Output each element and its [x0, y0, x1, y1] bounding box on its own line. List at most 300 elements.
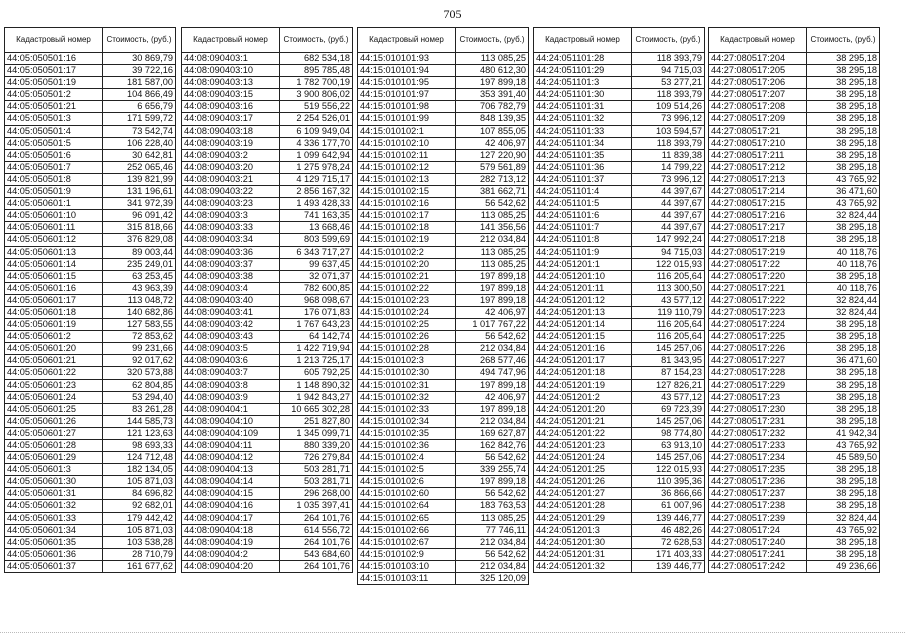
table-row	[534, 294, 705, 306]
table-row	[709, 379, 880, 391]
cost-cell: 38 295,18	[807, 234, 880, 246]
table-row	[534, 198, 705, 210]
cadastral-table-4	[533, 27, 705, 573]
table-row	[182, 355, 353, 367]
table-row	[182, 173, 353, 185]
cost-cell: 43 765,92	[807, 440, 880, 452]
table-row	[709, 560, 880, 572]
table-row	[709, 512, 880, 524]
cost-cell: 169 627,87	[456, 427, 529, 439]
cadastral-number-cell: 44:15:010103:11	[358, 573, 456, 585]
cadastral-number-cell: 44:05:050501:5	[5, 137, 103, 149]
cadastral-number-cell: 44:05:050501:17	[5, 65, 103, 77]
cadastral-number-cell: 44:05:050501:19	[5, 77, 103, 89]
cadastral-number-cell: 44:15:010102:6	[358, 476, 456, 488]
table-row	[5, 113, 176, 125]
table-row	[709, 427, 880, 439]
cost-cell: 105 871,03	[103, 476, 176, 488]
cadastral-number-cell: 44:15:010102:34	[358, 415, 456, 427]
cost-cell: 179 442,42	[103, 512, 176, 524]
cadastral-number-cell: 44:24:051201:24	[534, 452, 632, 464]
table-row	[5, 270, 176, 282]
table-row	[182, 101, 353, 113]
cadastral-number-cell: 44:05:050601:29	[5, 452, 103, 464]
table-row	[182, 210, 353, 222]
cost-cell: 38 295,18	[807, 65, 880, 77]
cost-cell: 122 015,93	[632, 258, 705, 270]
cost-cell: 13 668,46	[280, 222, 353, 234]
cost-cell: 38 295,18	[807, 391, 880, 403]
cadastral-number-cell: 44:27:080517:219	[709, 246, 807, 258]
cadastral-number-cell: 44:08:090403:4	[182, 282, 280, 294]
cadastral-number-cell: 44:27:080517:240	[709, 536, 807, 548]
cadastral-number-cell: 44:08:090403:9	[182, 391, 280, 403]
cadastral-number-cell: 44:05:050601:13	[5, 246, 103, 258]
cadastral-number-cell: 44:24:051101:30	[534, 89, 632, 101]
cost-cell: 38 295,18	[807, 53, 880, 65]
cost-cell: 251 827,80	[280, 415, 353, 427]
cadastral-number-cell: 44:08:090403:18	[182, 125, 280, 137]
cost-cell: 494 747,96	[456, 367, 529, 379]
cost-cell: 503 281,71	[280, 464, 353, 476]
cost-cell: 38 295,18	[807, 222, 880, 234]
table-row	[534, 427, 705, 439]
cadastral-number-cell: 44:15:010101:95	[358, 77, 456, 89]
cadastral-number-cell: 44:05:050601:17	[5, 294, 103, 306]
cost-cell: 32 071,37	[280, 270, 353, 282]
table-row	[709, 149, 880, 161]
cost-cell: 121 123,63	[103, 427, 176, 439]
table-row	[709, 367, 880, 379]
cost-cell: 376 829,08	[103, 234, 176, 246]
cost-cell: 127 220,90	[456, 149, 529, 161]
cadastral-number-cell: 44:15:010102:11	[358, 149, 456, 161]
cost-cell: 2 856 167,32	[280, 186, 353, 198]
table-row	[358, 476, 529, 488]
cost-cell: 381 662,71	[456, 186, 529, 198]
table-row	[358, 113, 529, 125]
cost-cell: 38 295,18	[807, 331, 880, 343]
table-row	[5, 101, 176, 113]
cadastral-number-cell: 44:27:080517:235	[709, 464, 807, 476]
cadastral-number-cell: 44:15:010102:64	[358, 500, 456, 512]
table-row	[534, 476, 705, 488]
cadastral-number-cell: 44:27:080517:239	[709, 512, 807, 524]
cadastral-number-cell: 44:05:050601:33	[5, 512, 103, 524]
cost-cell: 325 120,09	[456, 573, 529, 585]
table-row	[709, 536, 880, 548]
cost-cell: 56 542,62	[456, 198, 529, 210]
cost-cell: 6 656,79	[103, 101, 176, 113]
cost-cell: 36 471,60	[807, 355, 880, 367]
table-row	[358, 379, 529, 391]
table-row	[358, 573, 529, 585]
cost-cell: 141 356,56	[456, 222, 529, 234]
cost-cell: 113 085,25	[456, 512, 529, 524]
cost-cell: 1 767 643,23	[280, 319, 353, 331]
cost-cell: 296 268,00	[280, 488, 353, 500]
cadastral-number-cell: 44:24:051101:33	[534, 125, 632, 137]
cadastral-number-cell: 44:05:050501:4	[5, 125, 103, 137]
cost-cell: 1 493 428,33	[280, 198, 353, 210]
cadastral-number-cell: 44:24:051101:35	[534, 149, 632, 161]
cost-cell: 145 257,06	[632, 415, 705, 427]
cadastral-number-cell: 44:24:051201:1	[534, 258, 632, 270]
cadastral-number-cell: 44:05:050601:3	[5, 464, 103, 476]
table-row	[182, 161, 353, 173]
cadastral-number-cell: 44:15:010101:93	[358, 53, 456, 65]
cadastral-number-cell: 44:05:050601:19	[5, 319, 103, 331]
cost-cell: 212 034,84	[456, 415, 529, 427]
cadastral-number-cell: 44:15:010102:17	[358, 210, 456, 222]
header-cadastral-number: Кадастровый номер	[358, 28, 456, 53]
header-cost: Стоимость, (руб.)	[456, 28, 529, 53]
cadastral-number-cell: 44:27:080517:209	[709, 113, 807, 125]
cadastral-number-cell: 44:27:080517:214	[709, 186, 807, 198]
cadastral-number-cell: 44:24:051101:4	[534, 186, 632, 198]
table-row	[358, 306, 529, 318]
table-row	[358, 343, 529, 355]
cadastral-number-cell: 44:24:051201:17	[534, 355, 632, 367]
header-cost: Стоимость, (руб.)	[807, 28, 880, 53]
cadastral-number-cell: 44:08:090403:41	[182, 306, 280, 318]
table-row	[182, 391, 353, 403]
cost-cell: 212 034,84	[456, 234, 529, 246]
table-row	[182, 500, 353, 512]
cadastral-number-cell: 44:08:090403:34	[182, 234, 280, 246]
cadastral-number-cell: 44:27:080517:232	[709, 427, 807, 439]
cadastral-number-cell: 44:15:010102:15	[358, 186, 456, 198]
cadastral-number-cell: 44:05:050601:25	[5, 403, 103, 415]
cadastral-number-cell: 44:15:010102:19	[358, 234, 456, 246]
table-row	[358, 137, 529, 149]
cost-cell: 268 577,46	[456, 355, 529, 367]
cadastral-number-cell: 44:15:010102:30	[358, 367, 456, 379]
cost-cell: 103 538,28	[103, 536, 176, 548]
cadastral-number-cell: 44:27:080517:227	[709, 355, 807, 367]
cadastral-number-cell: 44:27:080517:226	[709, 343, 807, 355]
cost-cell: 44 397,67	[632, 186, 705, 198]
cost-cell: 56 542,62	[456, 331, 529, 343]
cadastral-number-cell: 44:15:010102:5	[358, 464, 456, 476]
table-row	[5, 319, 176, 331]
cadastral-number-cell: 44:08:090404:14	[182, 476, 280, 488]
table-row	[709, 173, 880, 185]
cadastral-number-cell: 44:08:090403:33	[182, 222, 280, 234]
cost-cell: 43 577,12	[632, 294, 705, 306]
cost-cell: 40 118,76	[807, 258, 880, 270]
cadastral-number-cell: 44:27:080517:206	[709, 77, 807, 89]
cadastral-number-cell: 44:08:090404:2	[182, 548, 280, 560]
table-row	[358, 331, 529, 343]
cost-cell: 113 048,72	[103, 294, 176, 306]
cadastral-number-cell: 44:24:051201:32	[534, 560, 632, 572]
cost-cell: 320 573,88	[103, 367, 176, 379]
cost-cell: 726 279,84	[280, 452, 353, 464]
table-row	[5, 500, 176, 512]
cadastral-number-cell: 44:24:051201:25	[534, 464, 632, 476]
cost-cell: 252 065,46	[103, 161, 176, 173]
cadastral-number-cell: 44:27:080517:22	[709, 258, 807, 270]
cadastral-number-cell: 44:24:051101:31	[534, 101, 632, 113]
cadastral-number-cell: 44:05:050501:3	[5, 113, 103, 125]
cost-cell: 145 257,06	[632, 343, 705, 355]
cost-cell: 84 696,82	[103, 488, 176, 500]
cadastral-number-cell: 44:27:080517:220	[709, 270, 807, 282]
table-row	[534, 403, 705, 415]
cost-cell: 197 899,18	[456, 403, 529, 415]
table-row	[5, 89, 176, 101]
cadastral-number-cell: 44:24:051201:12	[534, 294, 632, 306]
cadastral-number-cell: 44:08:090404:109	[182, 427, 280, 439]
table-row	[5, 125, 176, 137]
cost-cell: 113 085,25	[456, 246, 529, 258]
header-cadastral-number: Кадастровый номер	[182, 28, 280, 53]
table-row	[358, 246, 529, 258]
table-row	[358, 427, 529, 439]
table-row	[5, 149, 176, 161]
table-row	[534, 536, 705, 548]
cadastral-table-1	[4, 27, 176, 573]
cost-cell: 353 391,40	[456, 89, 529, 101]
table-row	[709, 210, 880, 222]
cadastral-number-cell: 44:24:051101:5	[534, 198, 632, 210]
cost-cell: 113 300,50	[632, 282, 705, 294]
cadastral-number-cell: 44:15:010102:21	[358, 270, 456, 282]
cost-cell: 49 236,66	[807, 560, 880, 572]
table-row	[534, 53, 705, 65]
cadastral-number-cell: 44:24:051201:18	[534, 367, 632, 379]
table-row	[709, 258, 880, 270]
table-row	[534, 246, 705, 258]
cadastral-number-cell: 44:27:080517:23	[709, 391, 807, 403]
table-row	[534, 77, 705, 89]
cadastral-number-cell: 44:27:080517:231	[709, 415, 807, 427]
cadastral-number-cell: 44:05:050601:12	[5, 234, 103, 246]
cadastral-number-cell: 44:15:010102:22	[358, 282, 456, 294]
table-row	[358, 282, 529, 294]
cost-cell: 73 996,12	[632, 113, 705, 125]
cadastral-number-cell: 44:08:090403:20	[182, 161, 280, 173]
table-row	[182, 379, 353, 391]
cost-cell: 212 034,84	[456, 536, 529, 548]
cadastral-number-cell: 44:27:080517:228	[709, 367, 807, 379]
cadastral-number-cell: 44:27:080517:236	[709, 476, 807, 488]
table-row	[534, 137, 705, 149]
table-row	[709, 186, 880, 198]
cadastral-number-cell: 44:15:010101:94	[358, 65, 456, 77]
cost-cell: 118 393,79	[632, 53, 705, 65]
cost-cell: 1 148 890,32	[280, 379, 353, 391]
cost-cell: 139 821,99	[103, 173, 176, 185]
cadastral-number-cell: 44:15:010101:98	[358, 101, 456, 113]
cost-cell: 1 942 843,27	[280, 391, 353, 403]
cost-cell: 38 295,18	[807, 270, 880, 282]
cost-cell: 42 406,97	[456, 306, 529, 318]
cost-cell: 94 715,03	[632, 65, 705, 77]
cadastral-number-cell: 44:05:050501:2	[5, 89, 103, 101]
cadastral-number-cell: 44:15:010102:66	[358, 524, 456, 536]
cadastral-number-cell: 44:05:050501:7	[5, 161, 103, 173]
table-row	[5, 440, 176, 452]
cost-cell: 40 118,76	[807, 246, 880, 258]
table-row	[534, 125, 705, 137]
cadastral-number-cell: 44:05:050601:15	[5, 270, 103, 282]
table-row	[5, 294, 176, 306]
cost-cell: 38 295,18	[807, 476, 880, 488]
cost-cell: 32 824,44	[807, 306, 880, 318]
header-cadastral-number: Кадастровый номер	[709, 28, 807, 53]
table-row	[358, 355, 529, 367]
cadastral-number-cell: 44:27:080517:212	[709, 161, 807, 173]
table-row	[534, 89, 705, 101]
table-row	[534, 548, 705, 560]
cadastral-number-cell: 44:05:050601:14	[5, 258, 103, 270]
cost-cell: 264 101,76	[280, 512, 353, 524]
cadastral-number-cell: 44:08:090404:12	[182, 452, 280, 464]
cadastral-number-cell: 44:15:010102:60	[358, 488, 456, 500]
cadastral-number-cell: 44:24:051201:28	[534, 500, 632, 512]
table-row	[358, 440, 529, 452]
cadastral-number-cell: 44:05:050501:8	[5, 173, 103, 185]
cadastral-number-cell: 44:27:080517:237	[709, 488, 807, 500]
cost-cell: 803 599,69	[280, 234, 353, 246]
cost-cell: 605 792,25	[280, 367, 353, 379]
cadastral-number-cell: 44:08:090404:15	[182, 488, 280, 500]
cadastral-number-cell: 44:08:090404:10	[182, 415, 280, 427]
cadastral-number-cell: 44:05:050601:11	[5, 222, 103, 234]
cost-cell: 579 561,89	[456, 161, 529, 173]
table-row	[534, 440, 705, 452]
table-row	[182, 536, 353, 548]
table-row	[709, 270, 880, 282]
cost-cell: 162 842,76	[456, 440, 529, 452]
cadastral-number-cell: 44:08:090404:19	[182, 536, 280, 548]
table-row	[709, 331, 880, 343]
cadastral-number-cell: 44:27:080517:242	[709, 560, 807, 572]
cadastral-number-cell: 44:15:010101:99	[358, 113, 456, 125]
cadastral-number-cell: 44:08:090404:18	[182, 524, 280, 536]
table-row	[5, 258, 176, 270]
cost-cell: 182 134,05	[103, 464, 176, 476]
table-row	[182, 113, 353, 125]
cadastral-number-cell: 44:24:051201:29	[534, 512, 632, 524]
cadastral-number-cell: 44:15:010102:3	[358, 355, 456, 367]
table-row	[534, 210, 705, 222]
cost-cell: 118 393,79	[632, 137, 705, 149]
table-row	[534, 282, 705, 294]
cadastral-number-cell: 44:05:050601:16	[5, 282, 103, 294]
cost-cell: 56 542,62	[456, 452, 529, 464]
cadastral-number-cell: 44:05:050601:23	[5, 379, 103, 391]
table-row	[182, 125, 353, 137]
cadastral-number-cell: 44:05:050601:27	[5, 427, 103, 439]
table-row	[709, 488, 880, 500]
cost-cell: 212 034,84	[456, 560, 529, 572]
cost-cell: 11 839,38	[632, 149, 705, 161]
cost-cell: 38 295,18	[807, 319, 880, 331]
cadastral-number-cell: 44:08:090403:13	[182, 77, 280, 89]
table-row	[5, 173, 176, 185]
cost-cell: 38 295,18	[807, 137, 880, 149]
table-row	[182, 403, 353, 415]
table-row	[709, 294, 880, 306]
cadastral-number-cell: 44:24:051201:16	[534, 343, 632, 355]
cost-cell: 73 542,74	[103, 125, 176, 137]
table-row	[358, 560, 529, 572]
table-row	[5, 379, 176, 391]
cadastral-number-cell: 44:05:050601:22	[5, 367, 103, 379]
table-row	[534, 464, 705, 476]
table-row	[182, 464, 353, 476]
table-row	[182, 476, 353, 488]
table-row	[358, 198, 529, 210]
cost-cell: 116 205,64	[632, 319, 705, 331]
cost-cell: 161 677,62	[103, 560, 176, 572]
table-row	[534, 367, 705, 379]
cost-cell: 127 826,21	[632, 379, 705, 391]
cadastral-number-cell: 44:15:010101:97	[358, 89, 456, 101]
table-row	[5, 560, 176, 572]
table-row	[358, 536, 529, 548]
table-row	[182, 198, 353, 210]
table-row	[5, 282, 176, 294]
cadastral-number-cell: 44:27:080517:218	[709, 234, 807, 246]
table-row	[709, 234, 880, 246]
cadastral-number-cell: 44:08:090404:16	[182, 500, 280, 512]
cost-cell: 42 406,97	[456, 391, 529, 403]
cost-cell: 77 746,11	[456, 524, 529, 536]
table-row	[5, 53, 176, 65]
table-row	[182, 560, 353, 572]
table-row	[534, 452, 705, 464]
table-row	[534, 258, 705, 270]
table-row	[358, 258, 529, 270]
cost-cell: 83 261,28	[103, 403, 176, 415]
cost-cell: 38 295,18	[807, 343, 880, 355]
table-row	[534, 560, 705, 572]
cost-cell: 176 071,83	[280, 306, 353, 318]
cost-cell: 44 397,67	[632, 222, 705, 234]
cadastral-table-3	[357, 27, 529, 585]
cadastral-number-cell: 44:27:080517:224	[709, 319, 807, 331]
cadastral-number-cell: 44:24:051201:27	[534, 488, 632, 500]
cost-cell: 63 913,10	[632, 440, 705, 452]
table-row	[534, 391, 705, 403]
cadastral-number-cell: 44:05:050601:34	[5, 524, 103, 536]
table-row	[5, 488, 176, 500]
cadastral-number-cell: 44:08:090403:10	[182, 65, 280, 77]
cost-cell: 341 972,39	[103, 198, 176, 210]
cadastral-number-cell: 44:05:050601:24	[5, 391, 103, 403]
cadastral-number-cell: 44:27:080517:221	[709, 282, 807, 294]
cost-cell: 880 339,20	[280, 440, 353, 452]
cost-cell: 99 637,45	[280, 258, 353, 270]
cost-cell: 4 129 715,17	[280, 173, 353, 185]
cost-cell: 105 871,03	[103, 524, 176, 536]
cadastral-number-cell: 44:08:090403:37	[182, 258, 280, 270]
table-row	[182, 294, 353, 306]
cost-cell: 197 899,18	[456, 379, 529, 391]
cadastral-number-cell: 44:27:080517:213	[709, 173, 807, 185]
cost-cell: 124 712,48	[103, 452, 176, 464]
cadastral-number-cell: 44:05:050501:6	[5, 149, 103, 161]
cadastral-number-cell: 44:24:051201:15	[534, 331, 632, 343]
footer-divider	[0, 632, 905, 637]
table-row	[358, 77, 529, 89]
table-row	[534, 222, 705, 234]
cadastral-number-cell: 44:15:010102:2	[358, 246, 456, 258]
